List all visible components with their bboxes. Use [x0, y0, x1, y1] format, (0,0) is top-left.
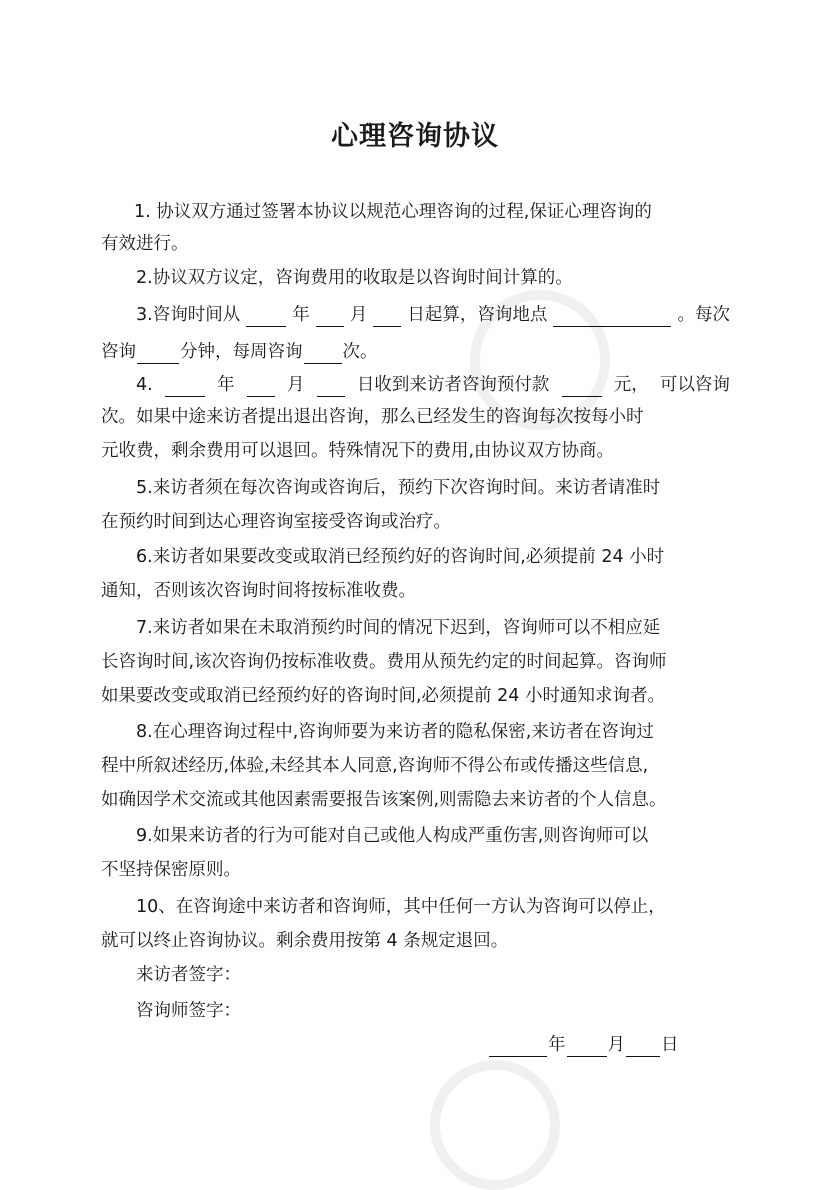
prepayment-blank[interactable]	[562, 377, 602, 397]
clause-7-line-3	[101, 684, 665, 708]
clause-text: 长咨询时间,该次咨询仍按标准收费。费用从预先约定的时间起算。咨询师	[101, 652, 667, 672]
clause-text: 月	[286, 375, 305, 395]
clause-text: 次。如果中途来访者提出退出咨询，那么已经发生的咨询每次按每小时	[101, 407, 644, 427]
clause-8-line-2	[101, 754, 648, 778]
month-blank[interactable]	[316, 307, 344, 327]
clause-4-line-3	[101, 439, 614, 463]
clause-text: 1. 协议双方通过签署本协议以规范心理咨询的过程,保证心理咨询的	[134, 202, 652, 222]
clause-text: 年	[292, 305, 310, 325]
clause-text: 元，	[613, 375, 649, 395]
clause-text: 10、在咨询途中来访者和咨询师，其中任何一方认为咨询可以停止，	[136, 897, 666, 917]
clause-text: 分钟，每周咨询	[180, 342, 303, 362]
signature-label-text: 来访者签字：	[136, 965, 241, 985]
clause-text: 9.如果来访者的行为可能对自己或他人构成严重伤害,则咨询师可以	[136, 826, 649, 846]
counselor-signature-label	[136, 999, 241, 1023]
clause-9-line-1	[136, 824, 648, 848]
minutes-blank[interactable]	[137, 344, 179, 364]
day-blank[interactable]	[317, 377, 345, 397]
sign-day-blank[interactable]	[626, 1037, 660, 1057]
location-blank[interactable]	[553, 307, 671, 327]
visitor-signature-label	[136, 963, 241, 987]
clause-text: 年	[217, 375, 235, 395]
clause-text: 8.在心理咨询过程中,咨询师要为来访者的隐私保密,来访者在咨询过	[136, 722, 654, 742]
clause-6-line-2	[101, 579, 416, 603]
year-blank[interactable]	[165, 377, 205, 397]
clause-8-line-1	[136, 720, 654, 744]
clause-text: 就可以终止咨询协议。剩余费用按第 4 条规定退回。	[101, 931, 509, 951]
clause-text: 通知，否则该次咨询时间将按标准收费。	[101, 581, 416, 601]
month-blank[interactable]	[247, 377, 275, 397]
clause-5-line-2	[101, 510, 451, 534]
clause-8-line-3	[101, 788, 667, 812]
date-text: 月	[607, 1035, 625, 1055]
signature-label-text: 咨询师签字：	[136, 1001, 241, 1021]
clause-text: 可以咨询	[659, 375, 730, 395]
clause-text: 日起算，咨询地点	[407, 305, 548, 325]
clause-text: 在预约时间到达心理咨询室接受咨询或治疗。	[101, 512, 451, 532]
clause-text: 3.咨询时间从	[136, 305, 241, 325]
clause-text: 程中所叙述经历,体验,未经其本人同意,咨询师不得公布或传播这些信息,	[101, 756, 649, 776]
day-blank[interactable]	[373, 307, 401, 327]
clause-text: 元收费，剩余费用可以退回。特殊情况下的费用,由协议双方协商。	[101, 441, 615, 461]
signing-date	[488, 1033, 679, 1057]
times-per-week-blank[interactable]	[304, 344, 342, 364]
clause-text: 如果要改变或取消已经预约好的咨询时间,必须提前 24 小时通知求询者。	[101, 686, 665, 706]
clause-text: 不坚持保密原则。	[101, 860, 241, 880]
clause-text: 日收到来访者咨询预付款	[356, 375, 550, 395]
clause-text: 4.	[136, 375, 153, 395]
clause-text: 次。	[342, 342, 378, 362]
clause-7-line-1	[136, 616, 660, 640]
clause-text: 6.来访者如果要改变或取消已经预约好的咨询时间,必须提前 24 小时	[136, 547, 665, 567]
clause-text: 如确因学术交流或其他因素需要报告该案例,则需隐去来访者的个人信息。	[101, 790, 667, 810]
clause-10-line-1	[136, 895, 666, 919]
clause-6-line-1	[136, 545, 664, 569]
year-blank[interactable]	[246, 307, 286, 327]
page-title: 心理咨询协议	[331, 121, 499, 152]
clause-text: 7.来访者如果在未取消预约时间的情况下迟到，咨询师可以不相应延	[136, 618, 661, 638]
clause-text: 2.协议双方议定，咨询费用的收取是以咨询时间计算的。	[136, 268, 573, 288]
clause-9-line-2	[101, 858, 241, 882]
clause-3-line-2	[101, 340, 378, 364]
clause-text: 5.来访者须在每次咨询或咨询后，预约下次咨询时间。来访者请准时	[136, 478, 661, 498]
clause-4-line-1	[136, 373, 730, 397]
date-text: 日	[661, 1035, 679, 1055]
clause-text: 有效进行。	[101, 234, 189, 254]
date-text: 年	[548, 1035, 566, 1055]
clause-4-line-2	[101, 405, 644, 429]
clause-text: 。每次	[677, 305, 730, 325]
clause-1-line-2	[101, 232, 189, 256]
clause-7-line-2	[101, 650, 667, 674]
clause-10-line-2	[101, 929, 508, 953]
clause-2-line-1	[136, 266, 573, 290]
watermark-mark	[430, 1060, 560, 1190]
clause-text: 月	[349, 305, 368, 325]
clause-text: 咨询	[101, 342, 136, 362]
clause-3-line-1	[136, 303, 730, 327]
sign-year-blank[interactable]	[489, 1037, 547, 1057]
clause-5-line-1	[136, 476, 660, 500]
clause-1-line-1	[134, 200, 730, 224]
sign-month-blank[interactable]	[567, 1037, 607, 1057]
